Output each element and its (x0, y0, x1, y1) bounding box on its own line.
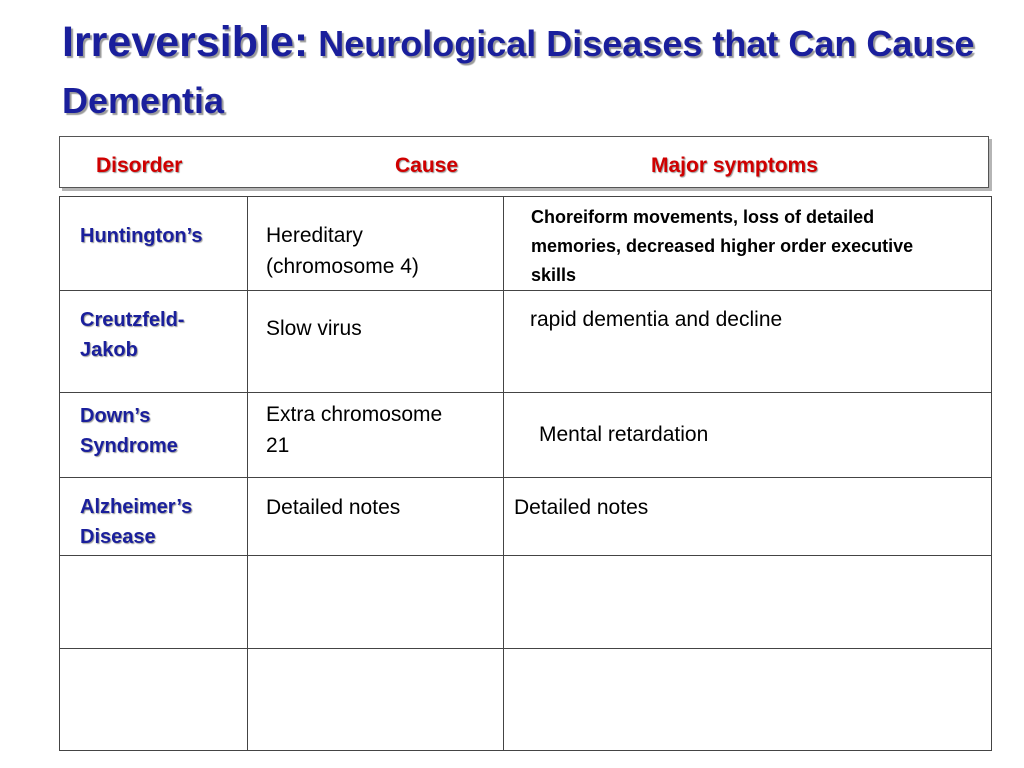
table-row (60, 393, 992, 478)
disorder-name: Huntington’s (80, 225, 203, 247)
empty-cell (248, 556, 504, 649)
cause-text: Hereditary (chromosome 4) (266, 224, 419, 278)
cause-text: Slow virus (266, 317, 362, 340)
table-header (59, 136, 989, 188)
header-disorder: Disorder (96, 154, 183, 177)
empty-cell (248, 649, 504, 751)
cause-cell (248, 393, 504, 478)
disorder-cell (60, 393, 248, 478)
empty-cell (60, 649, 248, 751)
symptoms-cell (504, 197, 992, 291)
header-symptoms: Major symptoms (651, 154, 818, 177)
empty-cell (60, 556, 248, 649)
header-cause: Cause (395, 154, 459, 177)
symptoms-text: Choreiform movements, loss of detailed memories, decreased higher order executive skills (531, 207, 914, 285)
disorder-name: Alzheimer’s Disease (80, 496, 193, 548)
symptoms-cell (504, 291, 992, 393)
disorder-name: Creutzfeld-Jakob (80, 309, 185, 361)
symptoms-cell (504, 393, 992, 478)
symptoms-text: Mental retardation (539, 423, 709, 446)
symptoms-text: rapid dementia and decline (530, 308, 783, 331)
cause-cell (248, 291, 504, 393)
disorder-cell (60, 478, 248, 556)
disorder-cell (60, 291, 248, 393)
disorder-name: Down’s Syndrome (80, 405, 178, 457)
disorder-cell (60, 197, 248, 291)
table-row (60, 478, 992, 556)
cause-text: Extra chromosome 21 (266, 403, 443, 457)
cause-cell (248, 478, 504, 556)
slide-title-main: Irreversible: (62, 18, 309, 66)
symptoms-text: Detailed notes (514, 496, 649, 519)
slide-title-rest: Neurological Diseases that Can Cause Dementia (62, 23, 975, 121)
table-row (60, 291, 992, 393)
cause-text: Detailed notes (266, 496, 401, 519)
empty-cell (504, 556, 992, 649)
symptoms-cell (504, 478, 992, 556)
table-row (60, 556, 992, 649)
cause-cell (248, 197, 504, 291)
empty-cell (504, 649, 992, 751)
slide-title (62, 14, 1002, 130)
table-row (60, 197, 992, 291)
disorders-table (59, 196, 992, 751)
table-row (60, 649, 992, 751)
